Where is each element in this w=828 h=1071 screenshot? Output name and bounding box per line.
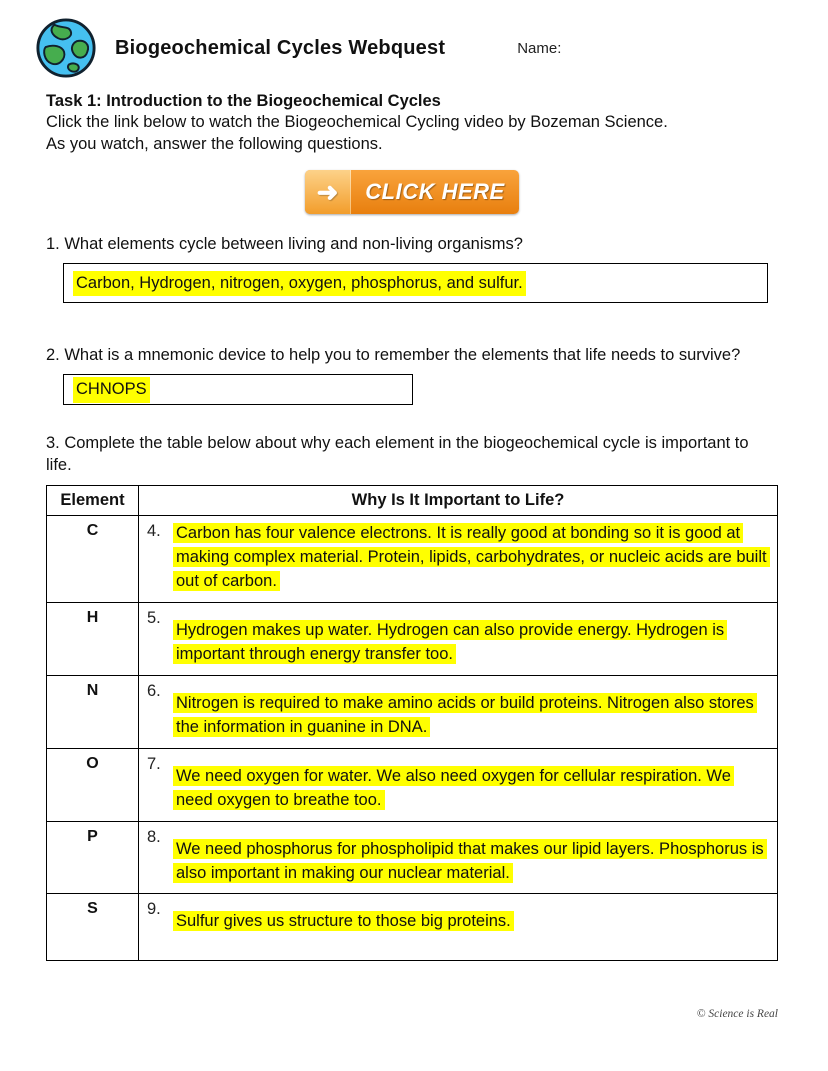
- element-symbol: O: [47, 748, 139, 821]
- table-answer-text: Hydrogen makes up water. Hydrogen can also provide energy. Hydrogen is important through energy transfer too.: [173, 620, 727, 664]
- element-symbol: H: [47, 603, 139, 676]
- question-1: 1. What elements cycle between living and non-living organisms?: [46, 234, 523, 253]
- task-heading: Task 1: Introduction to the Biogeochemical Cycles: [46, 92, 441, 110]
- column-header-why: Why Is It Important to Life?: [139, 486, 778, 516]
- element-symbol: N: [47, 675, 139, 748]
- table-row: [47, 675, 778, 748]
- question-number: 9.: [147, 900, 161, 919]
- table-row: [47, 821, 778, 894]
- answer-box-2[interactable]: [63, 374, 413, 405]
- answer-cell[interactable]: [139, 894, 778, 961]
- table-answer-text: We need oxygen for water. We also need oxygen for cellular respiration. We need oxygen to breathe too.: [173, 766, 734, 810]
- instructions-line-1: Click the link below to watch the Biogeochemical Cycling video by Bozeman Science.: [46, 113, 668, 131]
- elements-table: [46, 485, 778, 961]
- answer-cell[interactable]: [139, 675, 778, 748]
- question-number: 8.: [147, 827, 161, 846]
- table-row: [47, 603, 778, 676]
- answer-cell[interactable]: [139, 516, 778, 603]
- page-title: Biogeochemical Cycles Webquest: [115, 36, 446, 59]
- answer-cell[interactable]: [139, 748, 778, 821]
- element-symbol: C: [47, 516, 139, 603]
- click-here-label: CLICK HERE: [365, 178, 505, 204]
- click-here-button[interactable]: [305, 170, 519, 214]
- question-number: 4.: [147, 522, 161, 541]
- element-symbol: S: [47, 894, 139, 961]
- question-number: 7.: [147, 754, 161, 773]
- table-answer-text: Sulfur gives us structure to those big proteins.: [173, 911, 514, 931]
- table-row: [47, 516, 778, 603]
- question-number: 6.: [147, 681, 161, 700]
- table-row: [47, 894, 778, 961]
- table-header-row: [47, 486, 778, 516]
- question-3: 3. Complete the table below about why each element in the biogeochemical cycle is important to life.: [46, 434, 749, 475]
- question-number: 5.: [147, 609, 161, 628]
- copyright-notice: © Science is Real: [696, 1008, 778, 1020]
- column-header-element: Element: [47, 486, 139, 516]
- element-symbol: P: [47, 821, 139, 894]
- table-answer-text: We need phosphorus for phospholipid that makes our lipid layers. Phosphorus is also important in making our nuclear material.: [173, 839, 767, 883]
- header: [0, 0, 828, 80]
- button-row: [46, 170, 778, 214]
- instructions-line-2: As you watch, answer the following questions.: [46, 135, 383, 154]
- name-label: Name:: [517, 39, 562, 57]
- answer-2-text: CHNOPS: [73, 377, 150, 403]
- table-row: [47, 748, 778, 821]
- earth-globe-icon: [35, 17, 97, 79]
- arrow-icon: ➜: [305, 170, 351, 214]
- answer-1-text: Carbon, Hydrogen, nitrogen, oxygen, phosphorus, and sulfur.: [73, 271, 526, 297]
- question-2: 2. What is a mnemonic device to help you to remember the elements that life needs to survive?: [46, 346, 741, 365]
- table-answer-text: Nitrogen is required to make amino acids or build proteins. Nitrogen also stores the information in guanine in DNA.: [173, 693, 757, 737]
- answer-cell[interactable]: [139, 603, 778, 676]
- answer-box-1[interactable]: [63, 263, 768, 303]
- answer-cell[interactable]: [139, 821, 778, 894]
- table-answer-text: Carbon has four valence electrons. It is really good at bonding so it is good at making complex material. Protein, lipids, carbohydrates, or nucleic acids are built out of carbon.: [173, 523, 770, 591]
